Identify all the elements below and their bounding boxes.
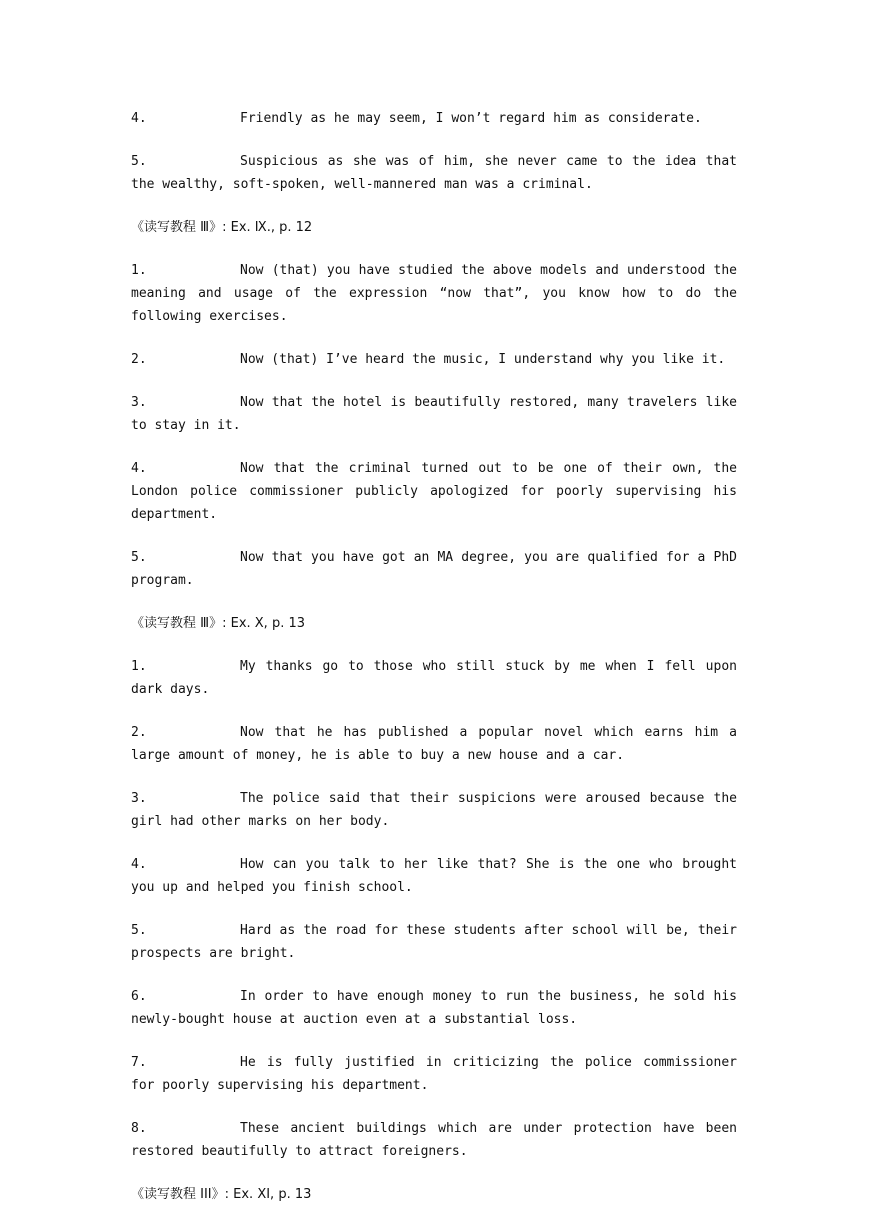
exercise-item xyxy=(131,259,737,328)
item-number: 4. xyxy=(131,461,147,476)
item-number: 7. xyxy=(131,1055,147,1070)
exercise-item xyxy=(131,985,737,1031)
exercise-item xyxy=(131,391,737,437)
item-text: These ancient buildings which are under protection have been restored beautifully to attract foreigners. xyxy=(131,1121,737,1159)
item-text: Now that the hotel is beautifully restored, many travelers like to stay in it. xyxy=(131,395,737,433)
exercise-item xyxy=(131,150,737,196)
item-number: 5. xyxy=(131,923,147,938)
item-text: He is fully justified in criticizing the police commissioner for poorly supervising his department. xyxy=(131,1055,737,1093)
item-text: Now that you have got an MA degree, you are qualified for a PhD program. xyxy=(131,550,737,588)
item-number: 5. xyxy=(131,550,147,565)
exercise-item xyxy=(131,1051,737,1097)
exercise-item xyxy=(131,107,737,130)
item-text: Friendly as he may seem, I won’t regard him as considerate. xyxy=(240,111,702,126)
item-text: In order to have enough money to run the business, he sold his newly-bought house at auction even at a substantial loss. xyxy=(131,989,737,1027)
item-text: My thanks go to those who still stuck by me when I fell upon dark days. xyxy=(131,659,737,697)
item-number: 4. xyxy=(131,857,147,872)
item-number: 2. xyxy=(131,352,147,367)
section-heading: 《读写教程 Ⅲ》: Ex. Ⅹ, p. 13 xyxy=(131,616,306,631)
item-number: 8. xyxy=(131,1121,147,1136)
item-text: Now (that) you have studied the above models and understood the meaning and usage of the expression “now that”, you know how to do the following exercises. xyxy=(131,263,737,324)
item-number: 2. xyxy=(131,725,147,740)
exercise-item xyxy=(131,655,737,701)
item-text: The police said that their suspicions were aroused because the girl had other marks on her body. xyxy=(131,791,737,829)
exercise-item xyxy=(131,787,737,833)
section-heading: 《读写教程 III》: Ex. XI, p. 13 xyxy=(131,1187,312,1202)
item-text: Suspicious as she was of him, she never came to the idea that the wealthy, soft-spoken, well-mannered man was a criminal. xyxy=(131,154,737,192)
item-number: 1. xyxy=(131,263,147,278)
exercise-item xyxy=(131,457,737,526)
exercise-item xyxy=(131,348,737,371)
item-text: Now that he has published a popular novel which earns him a large amount of money, he is able to buy a new house and a car. xyxy=(131,725,737,763)
item-text: Now that the criminal turned out to be one of their own, the London police commissioner publicly apologized for poorly supervising his department. xyxy=(131,461,737,522)
item-number: 3. xyxy=(131,791,147,806)
item-number: 6. xyxy=(131,989,147,1004)
exercise-item xyxy=(131,1117,737,1163)
item-text: Hard as the road for these students after school will be, their prospects are bright. xyxy=(131,923,737,961)
exercise-item xyxy=(131,919,737,965)
item-number: 4. xyxy=(131,111,147,126)
section-heading: 《读写教程 Ⅲ》: Ex. Ⅸ., p. 12 xyxy=(131,220,313,235)
item-text: Now (that) I’ve heard the music, I understand why you like it. xyxy=(240,352,726,367)
item-text: How can you talk to her like that? She is the one who brought you up and helped you finish school. xyxy=(131,857,737,895)
exercise-item xyxy=(131,721,737,767)
item-number: 1. xyxy=(131,659,147,674)
exercise-item xyxy=(131,853,737,899)
item-number: 5. xyxy=(131,154,147,169)
document-page xyxy=(131,107,737,1226)
item-number: 3. xyxy=(131,395,147,410)
exercise-item xyxy=(131,546,737,592)
